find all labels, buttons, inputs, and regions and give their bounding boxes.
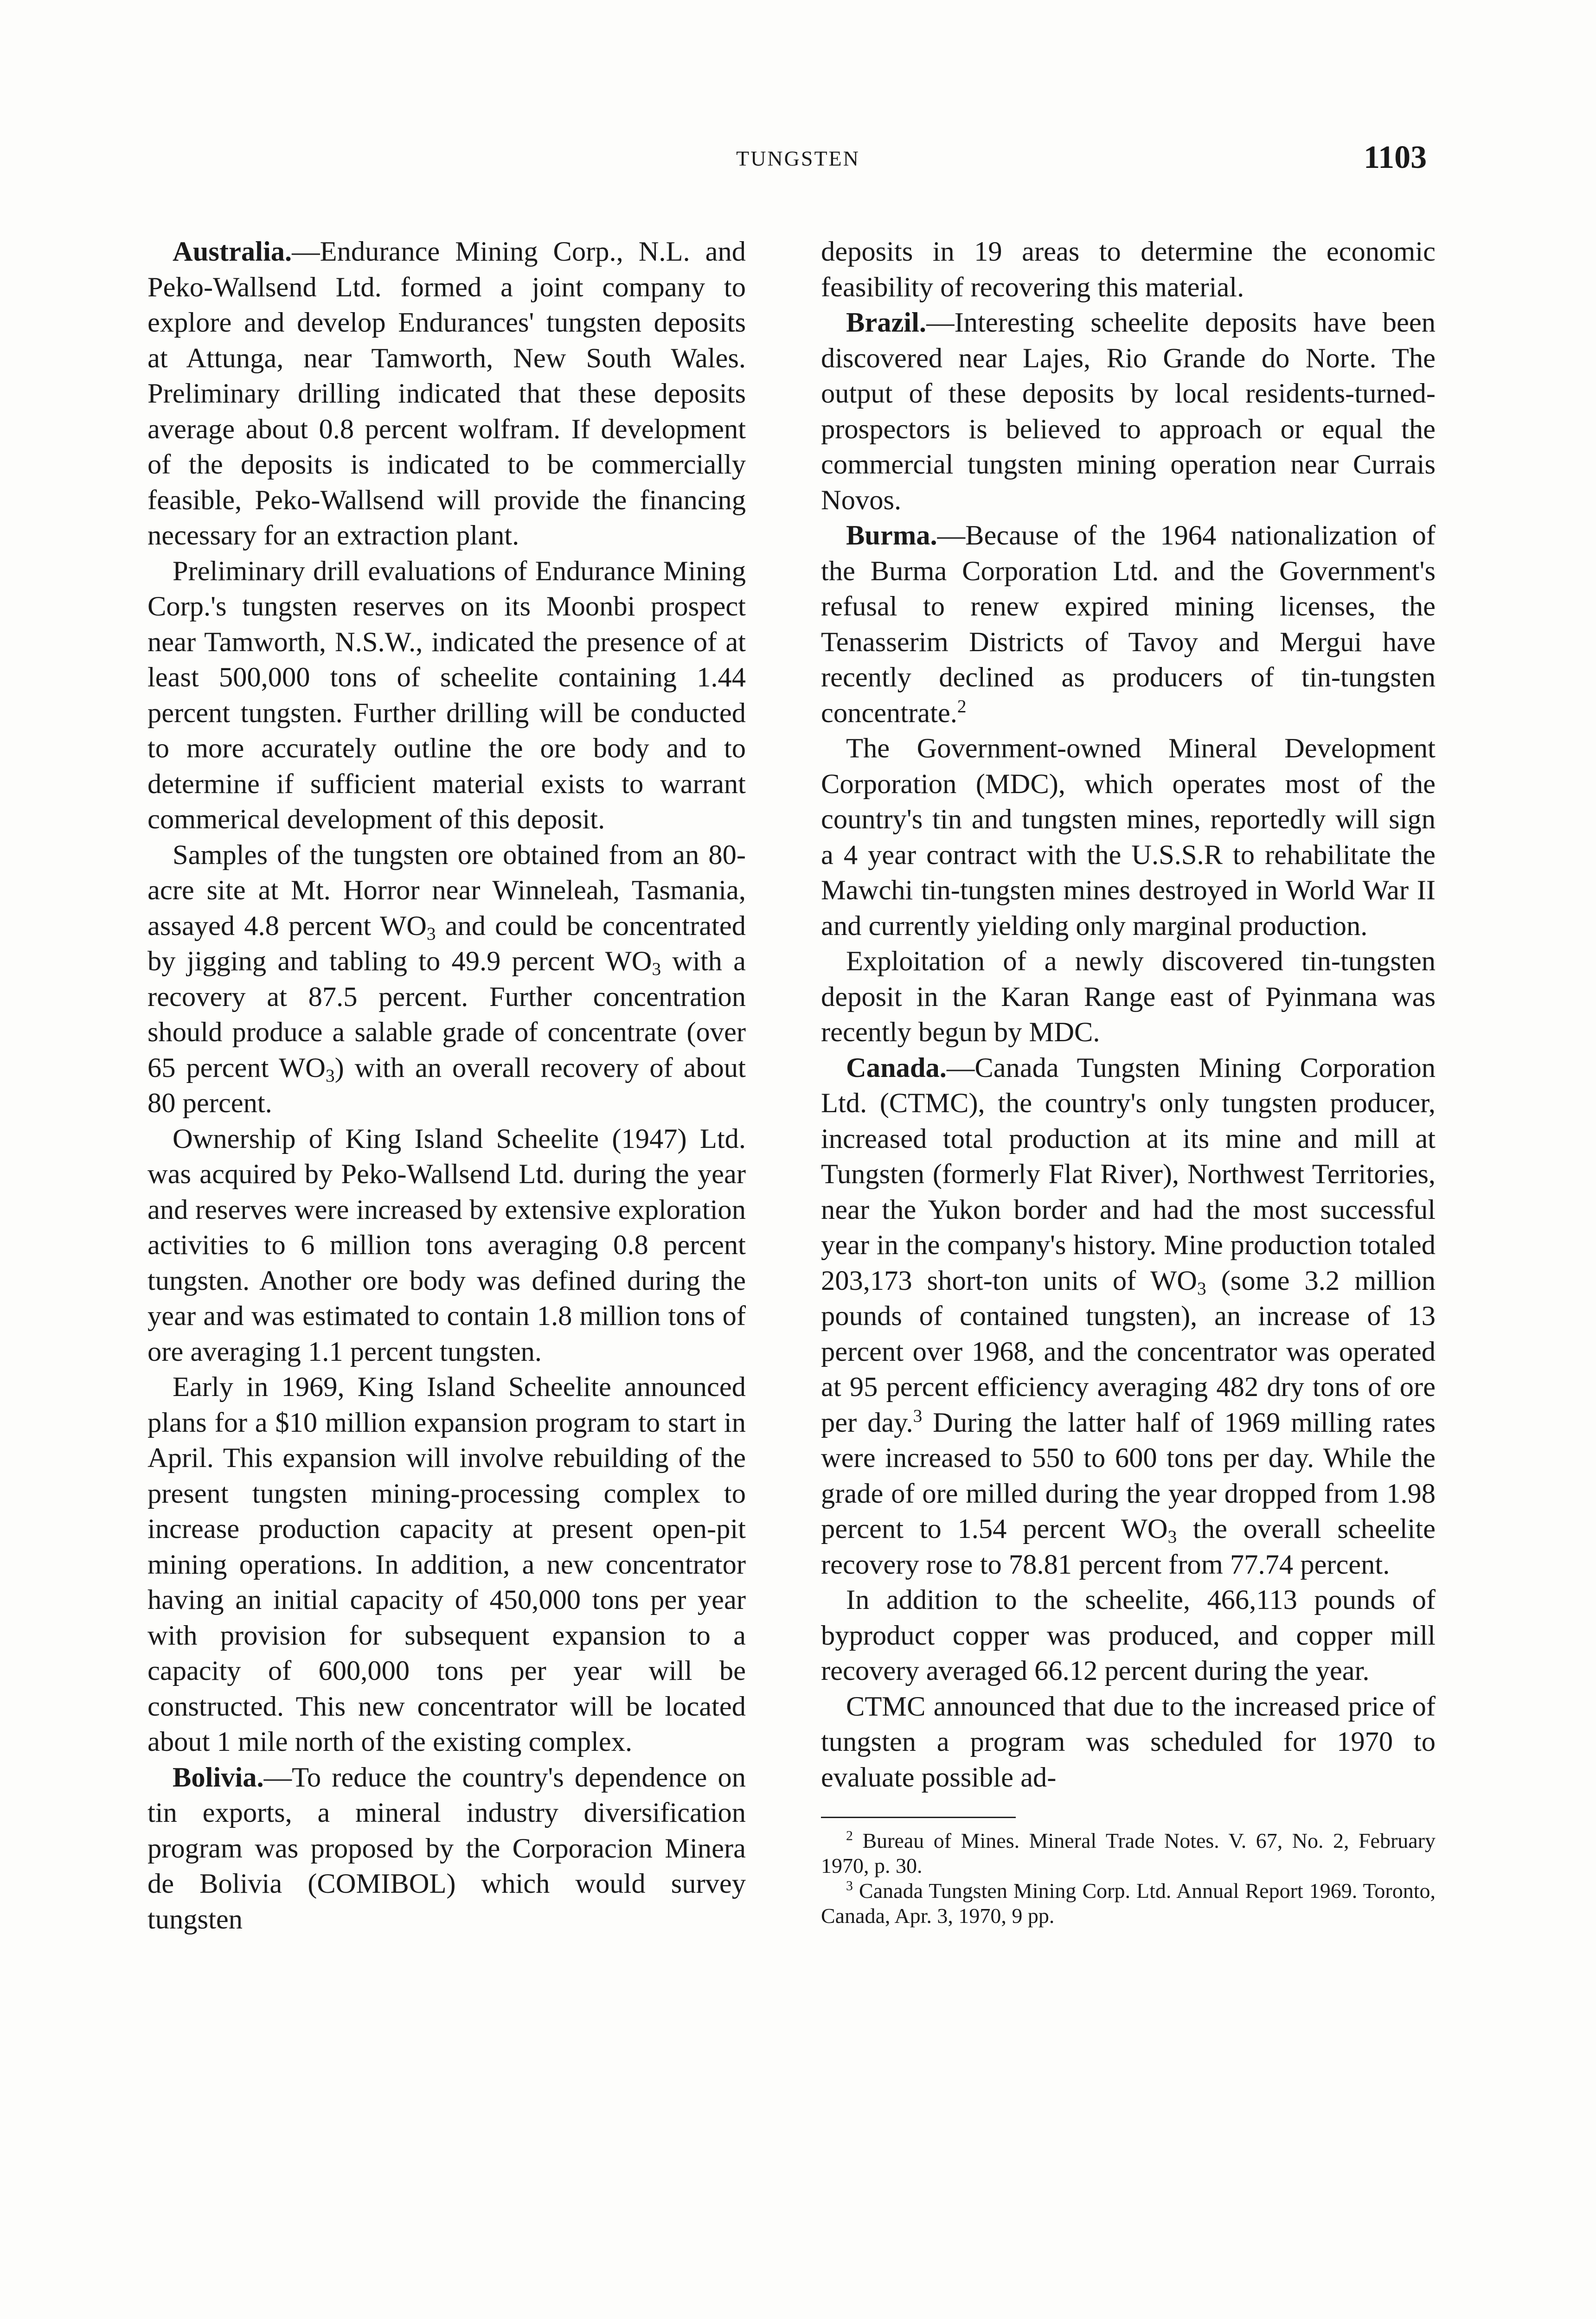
- footnote-2: [821, 1828, 1436, 1878]
- paragraph-text: Samples of the tungsten ore obtained from an 80-acre site at Mt. Horror near Winneleah, Tasmania, assayed 4.8 percent WO: [147, 839, 746, 942]
- paragraph-canada: [821, 1051, 1436, 1583]
- paragraph-text: the overall scheelite recovery rose to 78.81 percent from 77.74 percent.: [821, 1513, 1436, 1580]
- paragraph-text: ) with an overall recovery of about 80 percent.: [147, 1052, 746, 1119]
- paragraph-ctmc-program: CTMC announced that due to the increased price of tungsten a program was scheduled for 1970 to evaluate possible ad-: [821, 1691, 1436, 1793]
- footnote-divider: [821, 1817, 1016, 1818]
- paragraph-mdc: The Government-owned Mineral Development Corporation (MDC), which operates most of the country's tin and tungsten mines, reportedly will sign a 4 year contract with the U.S.S.R to rehabilitate the Mawchi tin-tungsten mines destroyed in World War II and currently yielding only marginal production.: [821, 733, 1436, 942]
- footnote-text: Canada Tungsten Mining Corp. Ltd. Annual Report 1969. Toronto, Canada, Apr. 3, 1970, 9 pp.: [821, 1879, 1436, 1928]
- paragraph-byproduct-copper: In addition to the scheelite, 466,113 pounds of byproduct copper was produced, and copper mill recovery averaged 66.12 percent during the year.: [821, 1584, 1436, 1686]
- paragraph-karan-range: Exploitation of a newly discovered tin-tungsten deposit in the Karan Range east of Pyinmana was recently begun by MDC.: [821, 946, 1436, 1048]
- paragraph-text: —Endurance Mining Corp., N.L. and Peko-Wallsend Ltd. formed a joint company to explore and develop Endurances' tungsten deposits at Attunga, near Tamworth, New South Wales. Preliminary drilling indicated that these deposits average about 0.8 percent wolfram. If development of the deposits is indicated to be commercially feasible, Peko-Wallsend will provide the financing necessary for an extraction plant.: [147, 236, 746, 551]
- paragraph-mt-horror: [147, 838, 746, 1121]
- paragraph-bolivia-continued: deposits in 19 areas to determine the economic feasibility of recovering this material.: [821, 236, 1436, 303]
- running-title: TUNGSTEN: [736, 147, 860, 170]
- subscript: 3: [1167, 1526, 1177, 1547]
- paragraph-burma: [821, 518, 1436, 731]
- left-column: [147, 234, 746, 1937]
- paragraph-text: with a recovery at 87.5 percent. Further concentration should produce a salable grade of concentrate (over 65 percent WO: [147, 946, 746, 1083]
- heading-brazil: Brazil.: [846, 307, 927, 338]
- heading-bolivia: Bolivia.: [173, 1762, 264, 1793]
- right-column: [821, 234, 1436, 1928]
- paragraph-text: (some 3.2 million pounds of contained tungsten), an increase of 13 percent over 1968, and the concentrator was operated at 95 percent efficiency averaging 482 dry tons of ore per day.: [821, 1265, 1436, 1438]
- paragraph-brazil: [821, 305, 1436, 518]
- paragraph-text: —Because of the 1964 nationalization of the Burma Corporation Ltd. and the Government's refusal to renew expired mining licenses, the Tenasserim Districts of Tavoy and Mergui have recently declined as producers of tin-tungsten concentrate.: [821, 520, 1436, 729]
- footnote-number: 3: [846, 1878, 853, 1894]
- footnote-number: 2: [846, 1828, 853, 1844]
- subscript: 3: [1197, 1278, 1206, 1299]
- footnote-reference: 2: [957, 695, 967, 716]
- paragraph-australia: [147, 234, 746, 554]
- footnote-text: Bureau of Mines. Mineral Trade Notes. V. 67, No. 2, February 1970, p. 30.: [821, 1829, 1436, 1877]
- footnote-reference: 3: [913, 1405, 923, 1426]
- paragraph-king-island-expansion: Early in 1969, King Island Scheelite announced plans for a $10 million expansion program to start in April. This expansion will involve rebuilding of the present tungsten mining-processing complex to increase production capacity at present open-pit mining operations. In addition, a new concentrator having an initial capacity of 450,000 tons per year with provision for subsequent expansion to a capacity of 600,000 tons per year will be constructed. This new concentrator will be located about 1 mile north of the existing complex.: [147, 1371, 746, 1757]
- subscript: 3: [325, 1065, 335, 1086]
- paragraph-text: During the latter half of 1969 milling rates were increased to 550 to 600 tons per day. While the grade of ore milled during the year dropped from 1.98 percent to 1.54 percent WO: [821, 1407, 1436, 1544]
- heading-burma: Burma.: [846, 520, 937, 551]
- heading-australia: Australia.: [173, 236, 292, 267]
- subscript: 3: [426, 923, 436, 944]
- paragraph-text: —Interesting scheelite deposits have been discovered near Lajes, Rio Grande do Norte. The output of these deposits by local residents-turned-prospectors is believed to approach or equal the commercial tungsten mining operation near Currais Novos.: [821, 307, 1436, 516]
- subscript: 3: [652, 958, 661, 979]
- paragraph-moonbi: Preliminary drill evaluations of Endurance Mining Corp.'s tungsten reserves on its Moonbi prospect near Tamworth, N.S.W., indicated the presence of at least 500,000 tons of scheelite containing 1.44 percent tungsten. Further drilling will be conducted to more accurately outline the ore body and to determine if sufficient material exists to warrant commerical development of this deposit.: [147, 555, 746, 835]
- page-number: 1103: [1364, 140, 1427, 175]
- paragraph-text: —Canada Tungsten Mining Corporation Ltd. (CTMC), the country's only tungsten producer, increased total production at its mine and mill at Tungsten (formerly Flat River), Northwest Territories, near the Yukon border and had the most successful year in the company's history. Mine production totaled 203,173 short-ton units of WO: [821, 1052, 1436, 1296]
- paragraph-text: —To reduce the country's dependence on tin exports, a mineral industry diversification program was proposed by the Corporacion Minera de Bolivia (COMIBOL) which would survey tungsten: [147, 1762, 746, 1935]
- paragraph-bolivia: [147, 1760, 746, 1938]
- paragraph-text: and could be concentrated by jigging and tabling to 49.9 percent WO: [147, 910, 746, 977]
- heading-canada: Canada.: [846, 1052, 947, 1083]
- footnote-3: [821, 1878, 1436, 1928]
- paragraph-king-island-ownership: Ownership of King Island Scheelite (1947) Ltd. was acquired by Peko-Wallsend Ltd. during the year and reserves were increased by extensive exploration activities to 6 million tons averaging 0.8 percent tungsten. Another ore body was defined during the year and was estimated to contain 1.8 million tons of ore averaging 1.1 percent tungsten.: [147, 1123, 746, 1367]
